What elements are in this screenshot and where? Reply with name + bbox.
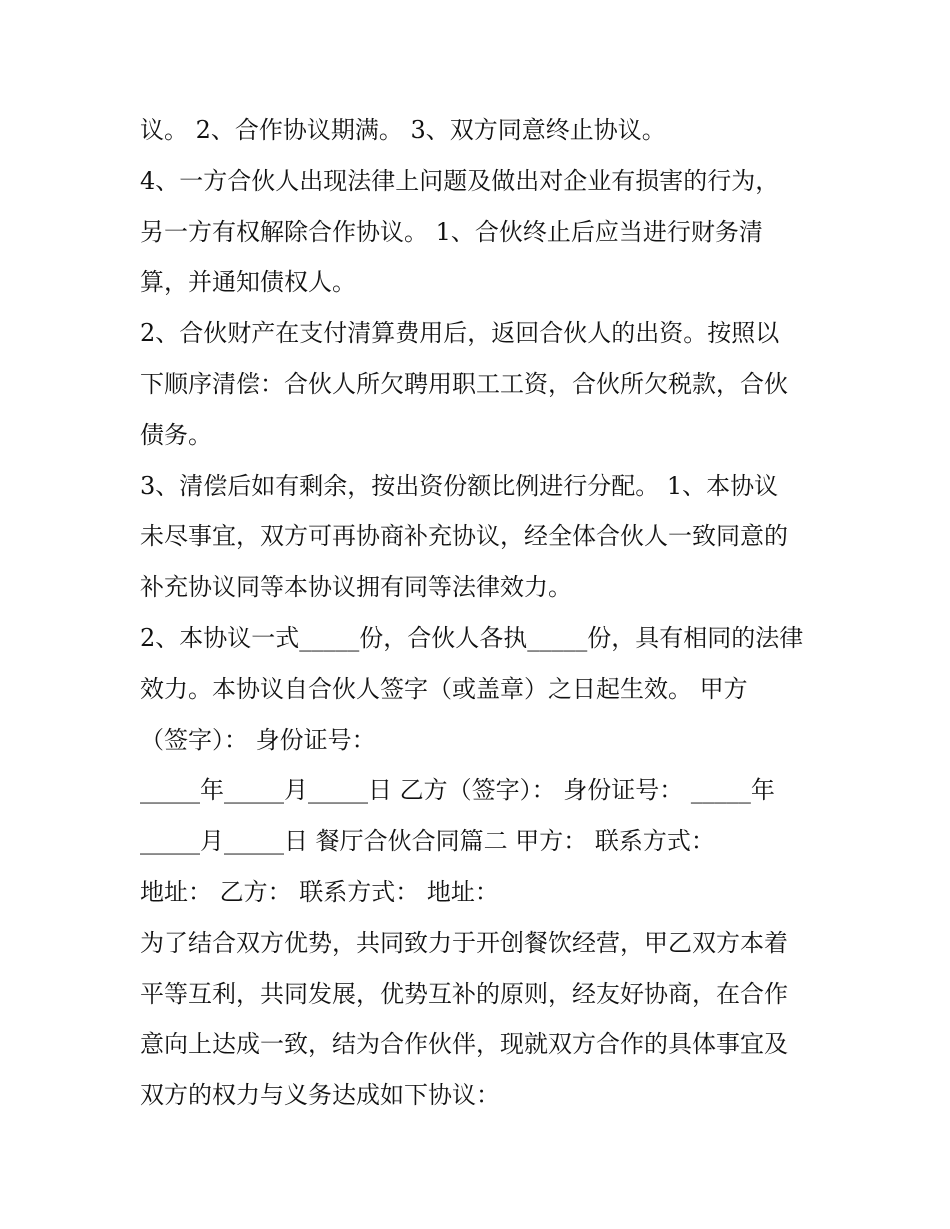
text-line: 地址： 乙方： 联系方式： 地址： bbox=[140, 877, 499, 906]
text-line: 议。 2、合作协议期满。 3、双方同意终止协议。 bbox=[140, 116, 666, 144]
text-line: 算，并通知债权人。 bbox=[140, 268, 356, 297]
text-line: 补充协议同等本协议拥有同等法律效力。 bbox=[140, 573, 572, 602]
text-line: 2、合伙财产在支付清算费用后，返回合伙人的出资。按照以 bbox=[140, 319, 780, 348]
text-line: 未尽事宜，双方可再协商补充协议，经全体合伙人一致同意的 bbox=[140, 522, 788, 551]
text-line: （签字）： 身份证号： bbox=[140, 725, 376, 754]
text-line: 效力。本协议自合伙人签字（或盖章）之日起生效。 甲方 bbox=[140, 674, 748, 703]
text-line: 平等互利，共同发展，优势互补的原则，经友好协商，在合作 bbox=[140, 979, 788, 1008]
text-line: 债务。 bbox=[140, 420, 212, 449]
text-line: 意向上达成一致，结为合作伙伴，现就双方合作的具体事宜及 bbox=[140, 1030, 788, 1059]
text-line: 双方的权力与义务达成如下协议： bbox=[140, 1081, 500, 1110]
text-line: 2、本协议一式_____份，合伙人各执_____份，具有相同的法律 bbox=[140, 623, 804, 652]
document-body bbox=[140, 105, 830, 1121]
text-line: 为了结合双方优势，共同致力于开创餐饮经营，甲乙双方本着 bbox=[140, 928, 788, 957]
text-line: 另一方有权解除合作协议。 1、合伙终止后应当进行财务清 bbox=[140, 217, 763, 246]
text-line: 3、清偿后如有剩余，按出资份额比例进行分配。 1、本协议 bbox=[140, 471, 779, 500]
text-line: 下顺序清偿：合伙人所欠聘用职工工资，合伙所欠税款，合伙 bbox=[140, 369, 788, 398]
text-line: _____年_____月_____日 乙方（签字）： 身份证号： _____年 bbox=[140, 776, 775, 805]
text-line: 4、一方合伙人出现法律上问题及做出对企业有损害的行为， bbox=[140, 166, 780, 195]
text-line: _____月_____日 餐厅合伙合同篇二 甲方： 联系方式： bbox=[140, 827, 715, 856]
